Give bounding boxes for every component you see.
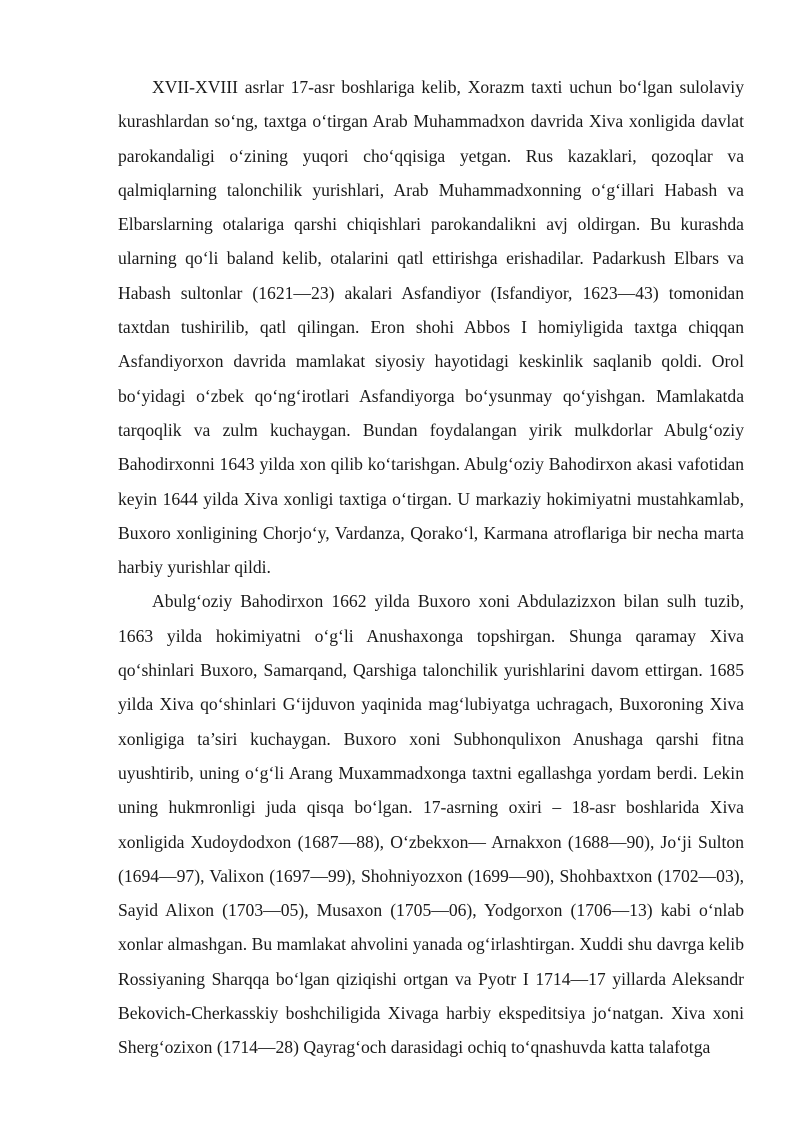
paragraph-1: XVII-XVIII asrlar 17-asr boshlariga kelib, Xorazm taxti uchun bo‘lgan sulolaviy kurashlardan so‘ng, taxtga o‘tirgan Arab Muhammadxon davrida Xiva xonligida davlat parokandaligi o‘zining yuqori cho‘qqisiga yetgan. Rus kazaklari, qozoqlar va qalmiqlarning talonchilik yurishlari, Arab Muhammadxonning o‘g‘illari Habash va Elbarslarning otalariga qarshi chiqishlari parokandalikni avj oldirgan. Bu kurashda ularning qo‘li baland kelib, otalarini qatl ettirishga erishadilar. Padarkush Elbars va Habash sultonlar (1621—23) akalari Asfandiyor (Isfandiyor, 1623—43) tomonidan taxtdan tushirilib, qatl qilingan. Eron shohi Abbos I homiyligida taxtga chiqqan Asfandiyorxon davrida mamlakat siyosiy hayotidagi keskinlik saqlanib qoldi. Orol bo‘yidagi o‘zbek qo‘ng‘irotlari Asfandiyorga bo‘ysunmay qo‘yishgan. Mamlakatda tarqoqlik va zulm kuchaygan. Bundan foydalangan yirik mulkdorlar Abulg‘oziy Bahodirxonni 1643 yilda xon qilib ko‘tarishgan. Abulg‘oziy Bahodirxon akasi vafotidan keyin 1644 yilda Xiva xonligi taxtiga o‘tirgan. U markaziy hokimiyatni mustahkamlab, Buxoro xonligining Chorjo‘y, Vardanza, Qorako‘l, Karmana atroflariga bir necha marta harbiy yurishlar qildi. xyxy=(118,77,744,578)
paragraph-2: Abulg‘oziy Bahodirxon 1662 yilda Buxoro xoni Abdulazizxon bilan sulh tuzib, 1663 yilda hokimiyatni o‘g‘li Anushaxonga topshirgan. Shunga qaramay Xiva qo‘shinlari Buxoro, Samarqand, Qarshiga talonchilik yurishlarini davom ettirgan. 1685 yilda Xiva qo‘shinlari G‘ijduvon yaqinida mag‘lubiyatga uchragach, Buxoroning Xiva xonligiga ta’siri kuchaygan. Buxoro xoni Subhonqulixon Anushaga qarshi fitna uyushtirib, uning o‘g‘li Arang Muxammadxonga taxtni egallashga yordam berdi. Lekin uning hukmronligi juda qisqa bo‘lgan. 17-asrning oxiri – 18-asr boshlarida Xiva xonligida Xudoydodxon (1687—88), O‘zbekxon— Arnakxon (1688—90), Jo‘ji Sulton (1694—97), Valixon (1697—99), Shohniyozxon (1699—90), Shohbaxtxon (1702—03), Sayid Alixon (1703—05), Musaxon (1705—06), Yodgorxon (1706—13) kabi o‘nlab xonlar almashgan. Bu mamlakat ahvolini yanada og‘irlashtirgan. Xuddi shu davrga kelib Rossiyaning Sharqqa bo‘lgan qiziqishi ortgan va Pyotr I 1714—17 yillarda Aleksandr Bekovich-Cherkasskiy boshchiligida Xivaga harbiy ekspeditsiya jo‘natgan. Xiva xoni Sherg‘ozixon (1714—28) Qayrag‘och darasidagi ochiq to‘qnashuvda katta talafotga xyxy=(118,591,744,1058)
body-text xyxy=(118,70,744,1065)
